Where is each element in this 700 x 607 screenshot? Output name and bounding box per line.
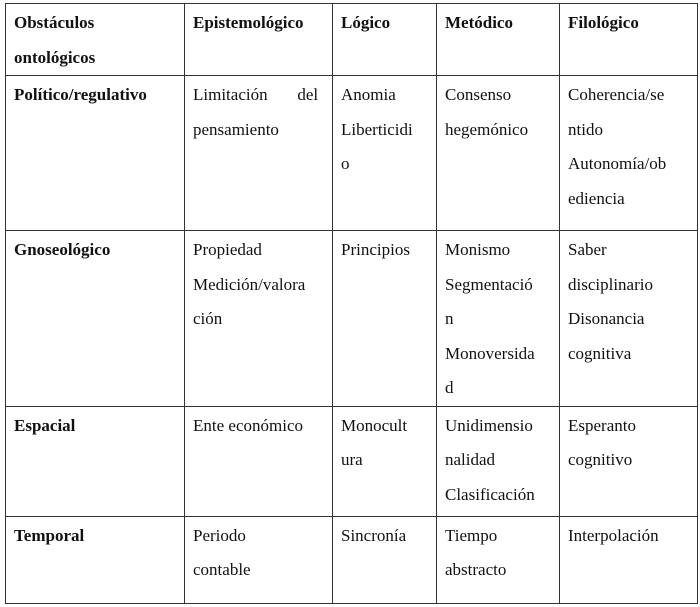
- cell-text-line: ción: [193, 309, 223, 328]
- table-cell: [560, 406, 698, 516]
- cell-text-line: Disonancia: [568, 309, 645, 328]
- table-cell: [333, 516, 437, 603]
- cell-text-line: Segmentació: [445, 274, 533, 294]
- cell-text-line: ediencia: [568, 188, 625, 208]
- table-cell: [437, 76, 560, 231]
- cell-text-line: Metódico: [445, 13, 513, 32]
- cell-text-line: n: [445, 309, 454, 328]
- cell-text-line: ontológicos: [14, 47, 96, 67]
- cell-text-line: Lógico: [341, 13, 391, 32]
- table-row: [6, 406, 698, 516]
- cell-text-line: Gnoseológico: [14, 240, 111, 259]
- table-cell: [185, 406, 333, 516]
- table-cell: [185, 231, 333, 407]
- cell-text-line: Monoversida: [445, 343, 535, 363]
- cell-text-line: cognitiva: [568, 343, 632, 363]
- cell-text-line: Filológico: [568, 13, 639, 32]
- cell-text-line: Tiempo: [445, 525, 498, 545]
- row-header: [6, 76, 185, 231]
- column-header: [333, 4, 437, 76]
- column-header: [185, 4, 333, 76]
- table-cell: [333, 406, 437, 516]
- cell-text-line: Obstáculos: [14, 13, 95, 32]
- cell-text-line: Saber: [568, 240, 607, 259]
- table-cell: [333, 231, 437, 407]
- table-cell: [437, 231, 560, 407]
- table-cell: [333, 76, 437, 231]
- cell-text-line: Epistemológico: [193, 13, 304, 32]
- table-cell: [560, 231, 698, 407]
- cell-text-line: Sincronía: [341, 525, 407, 545]
- cell-text-line: contable: [193, 560, 251, 579]
- cell-text-line: cognitivo: [568, 450, 633, 469]
- cell-text-line: Periodo: [193, 525, 246, 545]
- column-header: [437, 4, 560, 76]
- cell-text-line: Clasificación: [445, 484, 535, 504]
- cell-text-line: pensamiento: [193, 119, 279, 139]
- cell-text-line: abstracto: [445, 560, 507, 579]
- cell-text-line: nalidad: [445, 450, 496, 469]
- cell-text-line: Propiedad: [193, 240, 262, 259]
- cell-text-line: Monocult: [341, 415, 408, 435]
- cell-text-line: Interpolación: [568, 525, 659, 545]
- table-cell: [437, 406, 560, 516]
- cell-text-line: Esperanto: [568, 415, 636, 435]
- column-header: [6, 4, 185, 76]
- table-cell: [437, 516, 560, 603]
- cell-text-line: Unidimensio: [445, 415, 533, 435]
- table-cell: [560, 516, 698, 603]
- table-cell: [185, 516, 333, 603]
- row-header: [6, 516, 185, 603]
- cell-text-line: Espacial: [14, 415, 76, 435]
- column-header: [560, 4, 698, 76]
- cell-text-line: Político/regulativo: [14, 85, 147, 104]
- cell-text-line: Consenso: [445, 85, 512, 104]
- cell-text-line: Principios: [341, 240, 410, 259]
- cell-text-line: Temporal: [14, 525, 85, 545]
- table-cell: [560, 76, 698, 231]
- row-header: [6, 231, 185, 407]
- ontological-obstacles-table: [5, 3, 698, 604]
- cell-text-line: Ente económico: [193, 415, 303, 435]
- cell-text-line: hegemónico: [445, 119, 529, 139]
- cell-text-line: ura: [341, 450, 363, 469]
- cell-text-line: Anomia: [341, 85, 396, 104]
- cell-text-line: ntido: [568, 119, 603, 139]
- cell-text-line: o: [341, 154, 350, 173]
- cell-text-line: Monismo: [445, 240, 511, 259]
- table-row: [6, 76, 698, 231]
- cell-text-line: Autonomía/ob: [568, 154, 667, 173]
- table-row: [6, 516, 698, 603]
- cell-text-line: Coherencia/se: [568, 85, 665, 104]
- cell-text-line: Liberticidi: [341, 119, 413, 139]
- cell-text-line: Medición/valora: [193, 274, 306, 294]
- cell-text-line: d: [445, 378, 454, 397]
- table-row: [6, 231, 698, 407]
- cell-text-line: disciplinario: [568, 274, 653, 294]
- table-cell: [185, 76, 333, 231]
- cell-text-line: Limitación del: [193, 85, 319, 104]
- row-header: [6, 406, 185, 516]
- header-row: [6, 4, 698, 76]
